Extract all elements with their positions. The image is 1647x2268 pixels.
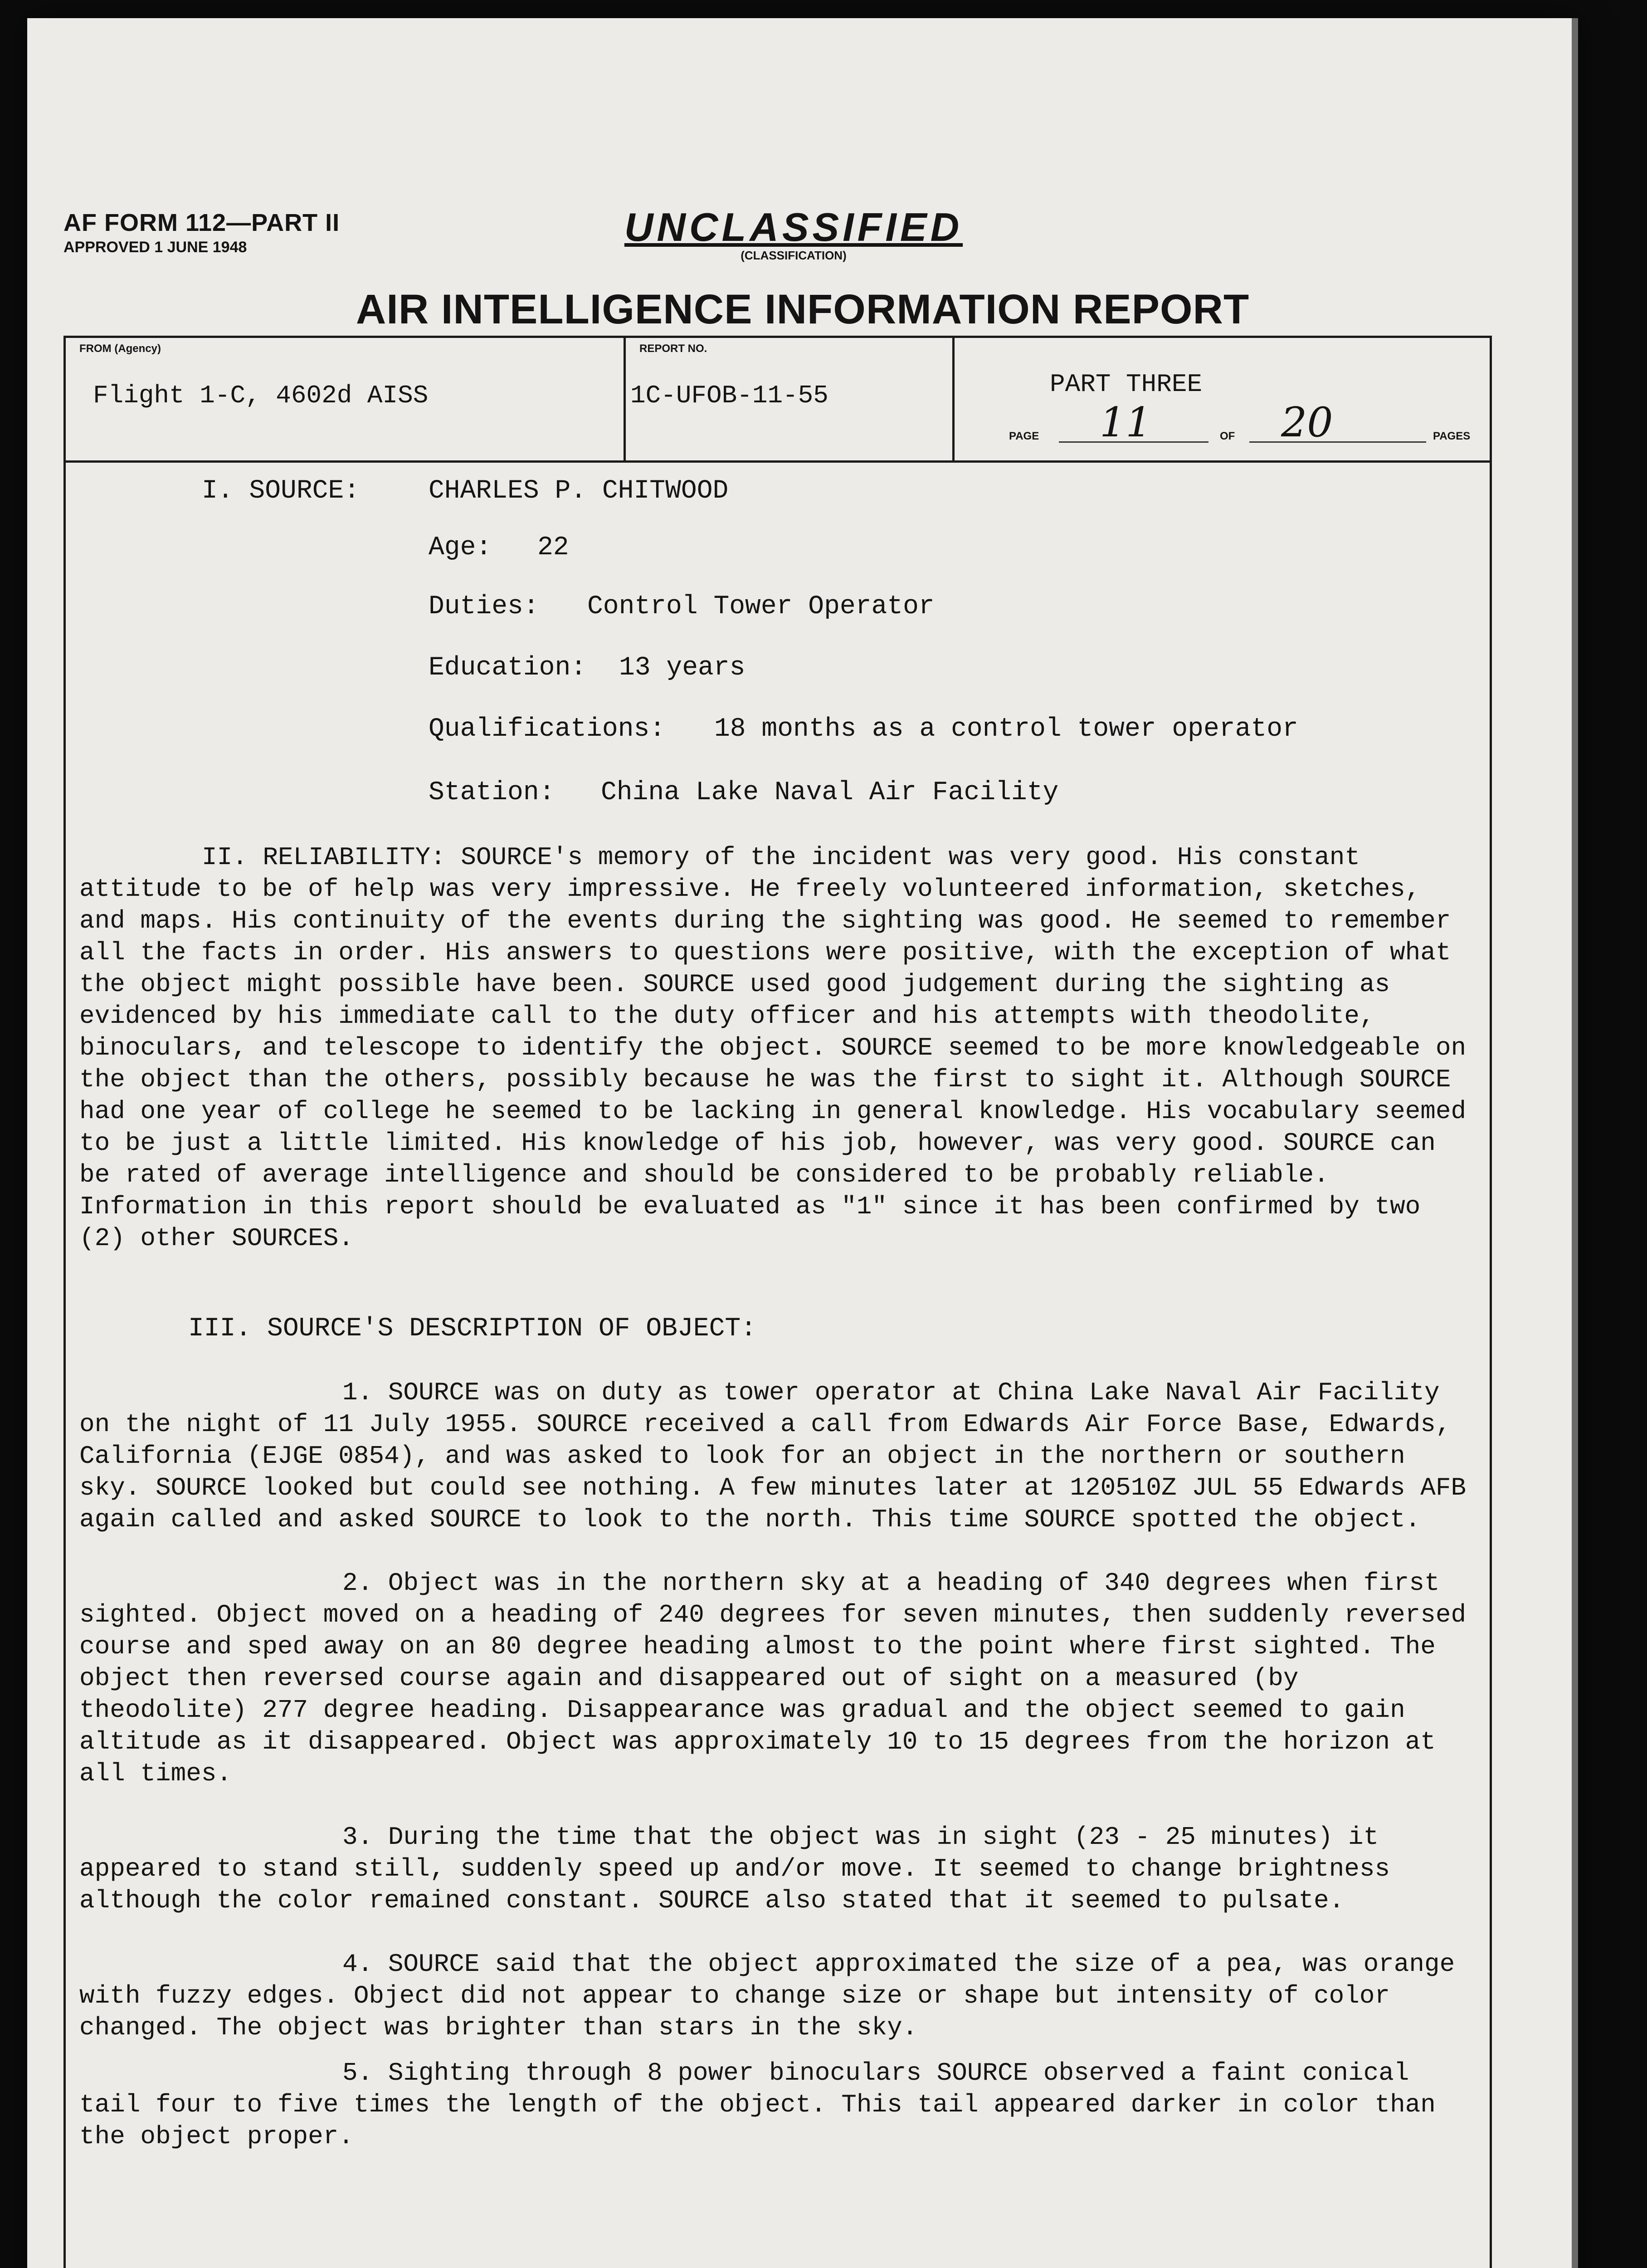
form-approved-date: APPROVED 1 JUNE 1948	[63, 239, 247, 256]
report-frame	[63, 336, 1492, 2268]
form-header	[63, 209, 340, 256]
description-paragraph-5: 5. Sighting through 8 power binoculars SOURCE observed a faint conical tail four to five times the length of the object. This tail appeared darker in color than the object proper.	[79, 2058, 1436, 2151]
station-label: Station:	[429, 778, 555, 807]
duties-label: Duties:	[429, 592, 539, 621]
from-cell	[66, 338, 626, 460]
classification-stamp: UNCLASSIFIED	[624, 205, 963, 249]
part-label: PART THREE	[1050, 370, 1203, 399]
source-name: CHARLES P. CHITWOOD	[429, 476, 729, 506]
reliability-section	[79, 841, 1476, 1254]
reliability-text: SOURCE's memory of the incident was very good. His constant attitude to be of help was very impressive. He freely volunteered information, sketches, and maps. His continuity of the events during the sighting was good. He seemed to remember all the facts in order. His answers to questions were positive, with the exception of what the object might possible have been. SOURCE used good judgement during the sighting as evidenced by his immediate call to the duty officer and his attempts with theodolite, binoculars, and telescope to identify the object. SOURCE seemed to be more knowledgeable on the object than the others, possibly because he was the first to sight it. Although SOURCE had one year of college he seemed to be lacking in general knowledge. His vocabulary seemed to be just a little limited. His knowledge of his job, however, was very good. SOURCE can be rated of average intelligence and should be considered to be probably reliable. Information in this report should be evaluated as "1" since it has been confirmed by two (2) other SOURCES.	[79, 843, 1467, 1253]
document-page	[27, 18, 1578, 2268]
of-label: OF	[1220, 430, 1235, 442]
duties-value: Control Tower Operator	[587, 592, 935, 621]
report-title: AIR INTELLIGENCE INFORMATION REPORT	[356, 286, 1250, 332]
classification-top	[608, 204, 979, 263]
qualifications-label: Qualifications:	[429, 714, 666, 744]
from-value: Flight 1-C, 4602d AISS	[93, 381, 429, 410]
description-paragraph-1: 1. SOURCE was on duty as tower operator at China Lake Naval Air Facility on the night of 11 July 1955. SOURCE received a call from Edwards Air Force Base, Edwards, California (EJGE 0854), and was asked to look for an object in the northern or southern sky. SOURCE looked but could see nothing. A few minutes later at 120510Z JUL 55 Edwards AFB again called and asked SOURCE to look to the north. This time SOURCE spotted the object.	[79, 1378, 1467, 1534]
part-cell	[955, 338, 1490, 460]
report-no-cell	[626, 338, 955, 460]
description-paragraph-4: 4. SOURCE said that the object approximated the size of a pea, was orange with fuzzy edges. Object did not appear to change size or shape but intensity of color changed. The object was brighter than stars in the sky.	[79, 1950, 1455, 2042]
description-heading: III. SOURCE'S DESCRIPTION OF OBJECT:	[188, 1314, 757, 1344]
from-label: FROM (Agency)	[79, 342, 161, 355]
age-label: Age:	[429, 533, 492, 562]
page-count	[1009, 399, 1490, 449]
age-value: 22	[537, 533, 569, 562]
reliability-heading: II. RELIABILITY:	[202, 843, 446, 872]
description-paragraph-2: 2. Object was in the northern sky at a heading of 340 degrees when first sighted. Object moved on a heading of 240 degrees for seven minutes, then suddenly reversed course and sped away on an 80 degree heading almost to the point where first sighted. The object then reversed course again and disappeared out of sight on a measured (by theodolite) 277 degree heading. Disappearance was gradual and the object seemed to gain altitude as it disappeared. Object was approximately 10 to 15 degrees from the horizon at all times.	[79, 1569, 1467, 1788]
reliability-paragraph	[79, 841, 1476, 1254]
description-paragraph-3: 3. During the time that the object was in sight (23 - 25 minutes) it appeared to stand still, suddenly speed up and/or move. It seemed to change brightness although the color remained constant. SOURCE also stated that it seemed to pulsate.	[79, 1823, 1390, 1915]
page-number: 11	[1100, 399, 1152, 446]
qualifications-value: 18 months as a control tower operator	[714, 714, 1298, 744]
report-header-row	[66, 338, 1490, 463]
report-no-value: 1C-UFOB-11-55	[630, 381, 828, 410]
education-label: Education:	[429, 653, 587, 683]
page-label: PAGE	[1009, 430, 1039, 442]
source-heading: I. SOURCE:	[202, 476, 360, 506]
classification-caption: (CLASSIFICATION)	[741, 249, 847, 262]
page-total: 20	[1281, 399, 1333, 446]
report-no-label: REPORT NO.	[639, 342, 707, 355]
station-value: China Lake Naval Air Facility	[601, 778, 1059, 807]
pages-label: PAGES	[1433, 430, 1471, 442]
description-section	[79, 1313, 1476, 2152]
education-value: 13 years	[619, 653, 746, 683]
form-name: AF FORM 112—PART II	[63, 209, 340, 236]
